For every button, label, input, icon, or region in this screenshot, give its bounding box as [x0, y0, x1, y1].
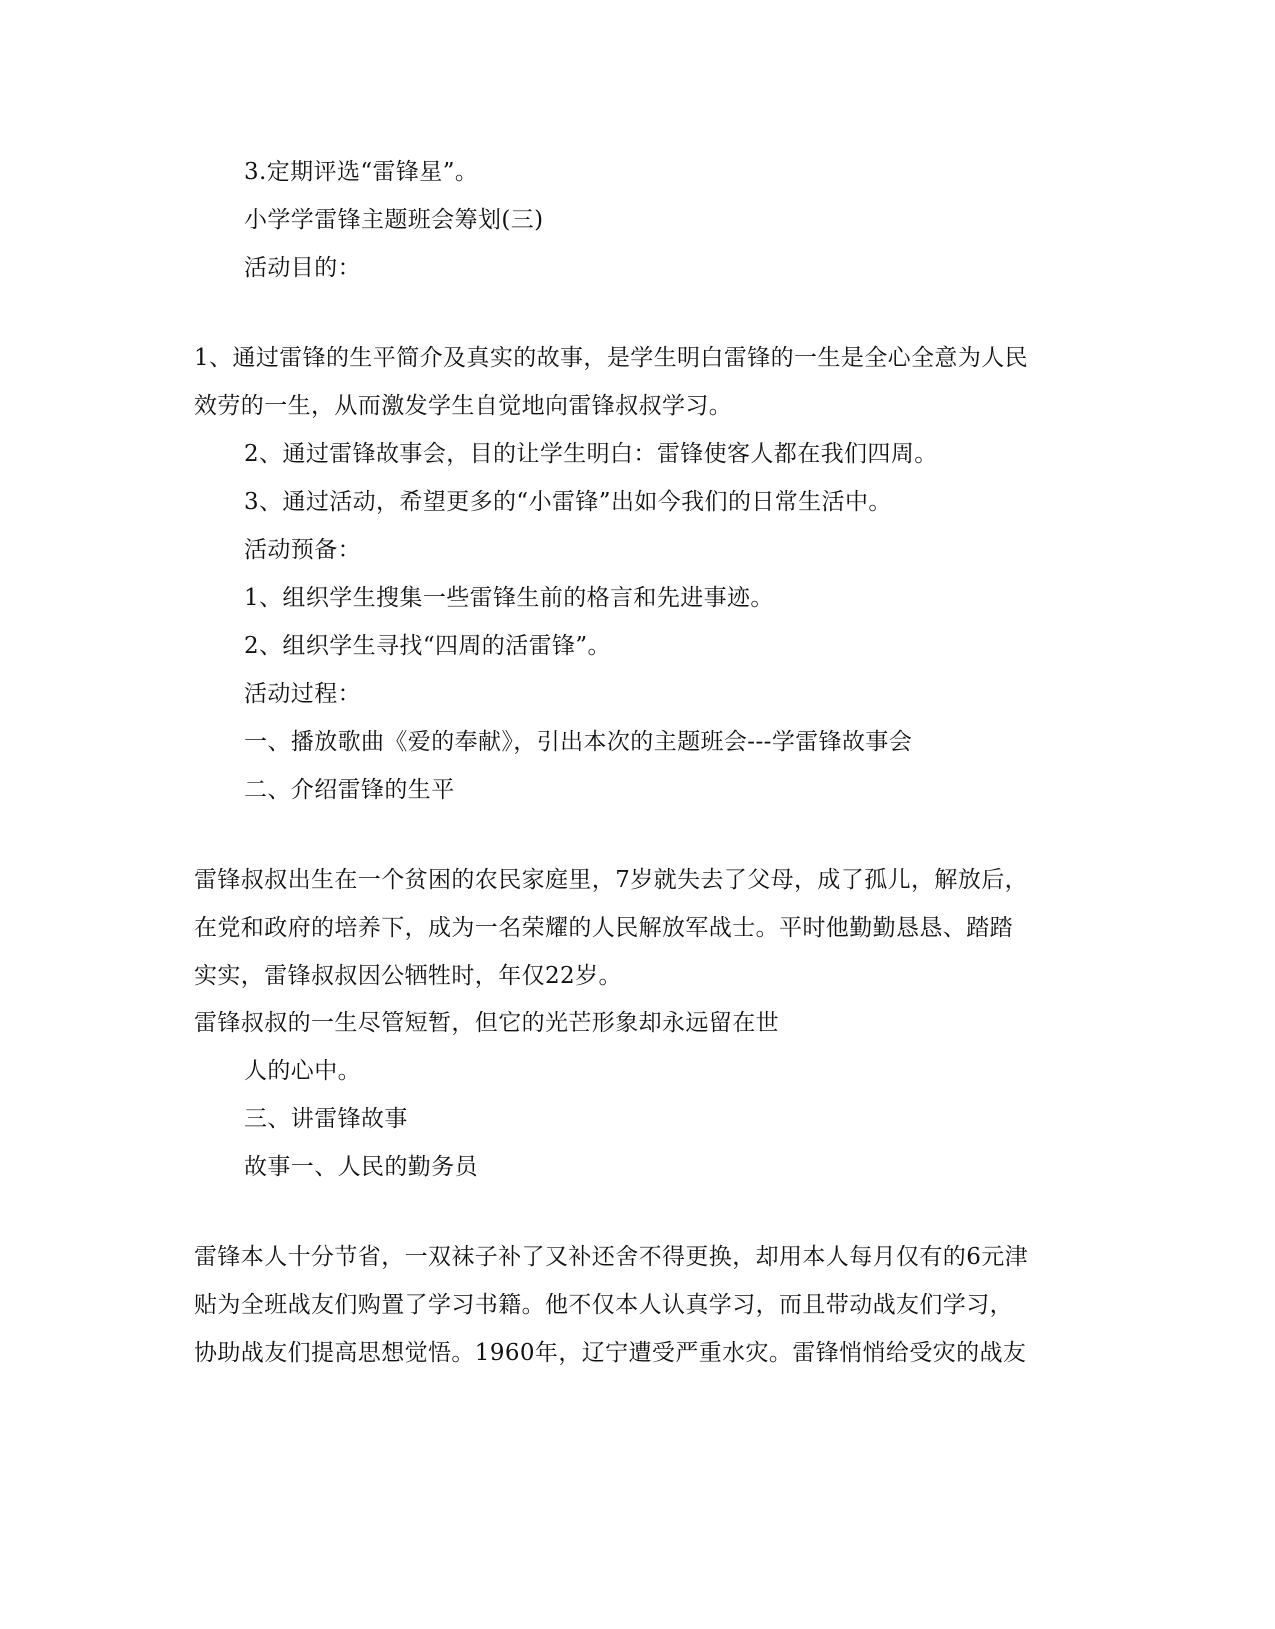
- paragraph-line: 协助战友们提高思想觉悟。1960年，辽宁遭受严重水灾。雷锋悄悄给受灾的战友: [194, 1340, 1027, 1366]
- list-item-regular-selection: 3.定期评选“雷锋星”。: [244, 159, 479, 185]
- list-item: 1、组织学生搜集一些雷锋生前的格言和先进事迹。: [244, 585, 774, 611]
- list-item: 2、组织学生寻找“四周的活雷锋”。: [244, 633, 611, 659]
- list-item: 一、播放歌曲《爱的奉献》，引出本次的主题班会---学雷锋故事会: [244, 729, 913, 755]
- story-heading: 故事一、人民的勤务员: [244, 1154, 478, 1180]
- paragraph-line: 贴为全班战友们购置了学习书籍。他不仅本人认真学习，而且带动战友们学习，: [194, 1292, 1013, 1318]
- paragraph-line: 雷锋本人十分节省，一双袜子补了又补还舍不得更换，却用本人每月仅有的6元津: [194, 1244, 1029, 1270]
- subheading-activity-process: 活动过程：: [244, 681, 361, 707]
- section-heading: 小学学雷锋主题班会筹划(三): [244, 207, 544, 233]
- list-item: 2、通过雷锋故事会，目的让学生明白：雷锋使客人都在我们四周。: [244, 441, 938, 467]
- subheading-activity-preparation: 活动预备：: [244, 537, 361, 563]
- list-item: 3、通过活动，希望更多的“小雷锋”出如今我们的日常生活中。: [244, 489, 892, 515]
- paragraph-line: 效劳的一生，从而激发学生自觉地向雷锋叔叔学习。: [194, 393, 733, 419]
- paragraph-line: 在党和政府的培养下，成为一名荣耀的人民解放军战士。平时他勤勤恳恳、踏踏: [194, 915, 1013, 941]
- list-item: 三、讲雷锋故事: [244, 1106, 408, 1132]
- paragraph-line: 1、通过雷锋的生平简介及真实的故事，是学生明白雷锋的一生是全心全意为人民: [194, 345, 1029, 371]
- paragraph-line: 实实，雷锋叔叔因公牺牲时，年仅22岁。: [194, 963, 622, 989]
- paragraph-line: 雷锋叔叔的一生尽管短暂，但它的光芒形象却永远留在世: [194, 1010, 779, 1036]
- list-item: 二、介绍雷锋的生平: [244, 777, 455, 803]
- subheading-activity-purpose: 活动目的：: [244, 255, 361, 281]
- paragraph-line: 人的心中。: [244, 1058, 361, 1084]
- paragraph-line: 雷锋叔叔出生在一个贫困的农民家庭里，7岁就失去了父母，成了孤儿，解放后，: [194, 867, 1029, 893]
